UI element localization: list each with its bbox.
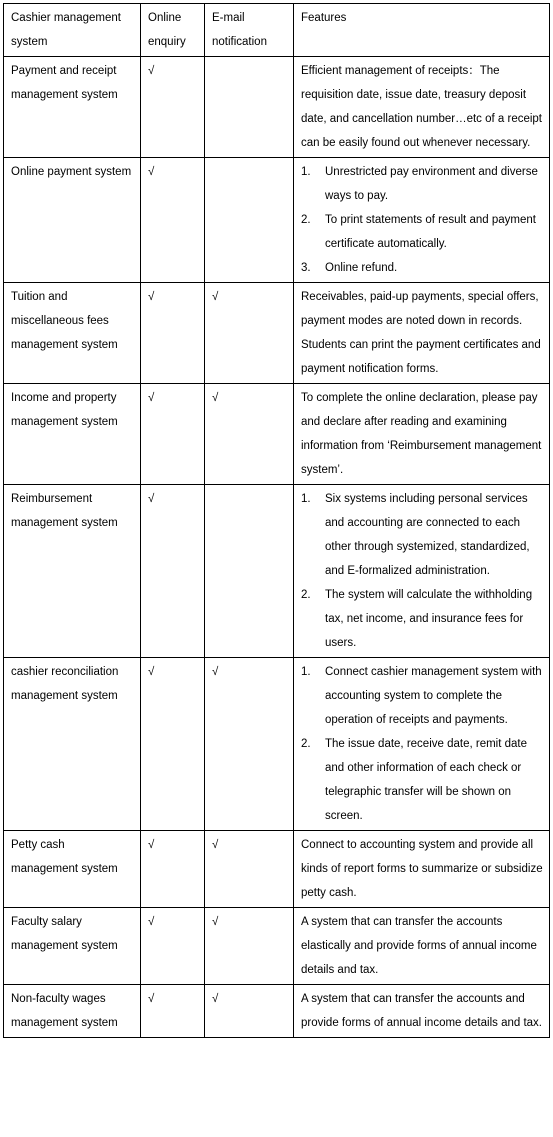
feature-item-text: Six systems including personal services and accounting are connected to each other through systemized, standardized, and E-formalized administration. [325, 493, 530, 577]
feature-paragraph: Connect to accounting system and provide all kinds of report forms to summarize or subsidize petty cash. [301, 839, 543, 899]
table-row [4, 985, 550, 1038]
table-row [4, 831, 550, 908]
system-name-cell: Reimbursement management system [4, 485, 141, 658]
feature-item-text: Online refund. [325, 262, 398, 274]
feature-paragraph: Students can print the payment certificates and payment notification forms. [301, 339, 541, 375]
features-cell [294, 384, 550, 485]
feature-item-number: 2. [301, 589, 311, 601]
online-enquiry-check: √ [141, 831, 205, 908]
feature-paragraph: A system that can transfer the accounts elastically and provide forms of annual income details and tax. [301, 916, 537, 976]
features-cell [294, 985, 550, 1038]
online-enquiry-check: √ [141, 384, 205, 485]
online-enquiry-check: √ [141, 283, 205, 384]
email-notification-check: √ [205, 658, 294, 831]
email-notification-check: √ [205, 831, 294, 908]
feature-paragraph: Efficient management of receipts：The requisition date, issue date, treasury deposit date, and cancellation number…etc of a receipt can be easily found out whenever necessary. [301, 65, 543, 149]
table-row [4, 57, 550, 158]
table-row [4, 384, 550, 485]
feature-item-text: To print statements of result and payment certificate automatically. [325, 214, 536, 250]
feature-item-number: 2. [301, 214, 311, 226]
email-notification-check [205, 158, 294, 283]
feature-item-number: 1. [301, 166, 311, 178]
features-cell [294, 158, 550, 283]
email-notification-check: √ [205, 985, 294, 1038]
feature-list [301, 487, 543, 655]
email-notification-check [205, 57, 294, 158]
feature-item-number: 1. [301, 493, 311, 505]
system-name-cell: Non-faculty wages management system [4, 985, 141, 1038]
system-name-cell: Faculty salary management system [4, 908, 141, 985]
feature-item-text: The issue date, receive date, remit date and other information of each check or telegraphic transfer will be shown on screen. [325, 738, 527, 822]
online-enquiry-check: √ [141, 485, 205, 658]
features-cell [294, 57, 550, 158]
feature-list [301, 160, 543, 280]
system-name-cell: cashier reconciliation management system [4, 658, 141, 831]
email-notification-check [205, 485, 294, 658]
feature-list-item [301, 732, 543, 828]
features-cell [294, 283, 550, 384]
feature-item-number: 2. [301, 738, 311, 750]
table-row [4, 658, 550, 831]
feature-list-item [301, 160, 543, 208]
table-row [4, 283, 550, 384]
system-name-cell: Tuition and miscellaneous fees management system [4, 283, 141, 384]
feature-item-text: Connect cashier management system with accounting system to complete the operation of receipts and payments. [325, 666, 542, 726]
feature-item-text: Unrestricted pay environment and diverse ways to pay. [325, 166, 538, 202]
features-cell [294, 831, 550, 908]
email-notification-check: √ [205, 384, 294, 485]
feature-paragraph: A system that can transfer the accounts and provide forms of annual income details and tax. [301, 993, 542, 1029]
feature-list-item [301, 256, 543, 280]
features-cell [294, 658, 550, 831]
header-features: Features [294, 4, 550, 57]
feature-paragraph: Receivables, paid-up payments, special offers, payment modes are noted down in records. [301, 291, 539, 327]
email-notification-check: √ [205, 908, 294, 985]
table-row [4, 485, 550, 658]
feature-list-item [301, 487, 543, 583]
features-cell [294, 485, 550, 658]
header-system: Cashier management system [4, 4, 141, 57]
feature-item-number: 3. [301, 262, 311, 274]
table-header-row [4, 4, 550, 57]
cashier-systems-table [3, 3, 550, 1038]
feature-paragraph: To complete the online declaration, please pay and declare after reading and examining information from ‘Reimbursement management system’. [301, 392, 542, 476]
header-online-enquiry: Online enquiry [141, 4, 205, 57]
system-name-cell: Online payment system [4, 158, 141, 283]
online-enquiry-check: √ [141, 985, 205, 1038]
system-name-cell: Payment and receipt management system [4, 57, 141, 158]
header-email-notification: E-mail notification [205, 4, 294, 57]
feature-item-number: 1. [301, 666, 311, 678]
features-cell [294, 908, 550, 985]
system-name-cell: Income and property management system [4, 384, 141, 485]
online-enquiry-check: √ [141, 57, 205, 158]
table-row [4, 908, 550, 985]
feature-item-text: The system will calculate the withholding tax, net income, and insurance fees for users. [325, 589, 533, 649]
system-name-cell: Petty cash management system [4, 831, 141, 908]
feature-list-item [301, 583, 543, 655]
email-notification-check: √ [205, 283, 294, 384]
feature-list [301, 660, 543, 828]
online-enquiry-check: √ [141, 908, 205, 985]
feature-list-item [301, 660, 543, 732]
online-enquiry-check: √ [141, 658, 205, 831]
online-enquiry-check: √ [141, 158, 205, 283]
table-row [4, 158, 550, 283]
feature-list-item [301, 208, 543, 256]
document-page [3, 3, 550, 1038]
table-body [4, 57, 550, 1038]
